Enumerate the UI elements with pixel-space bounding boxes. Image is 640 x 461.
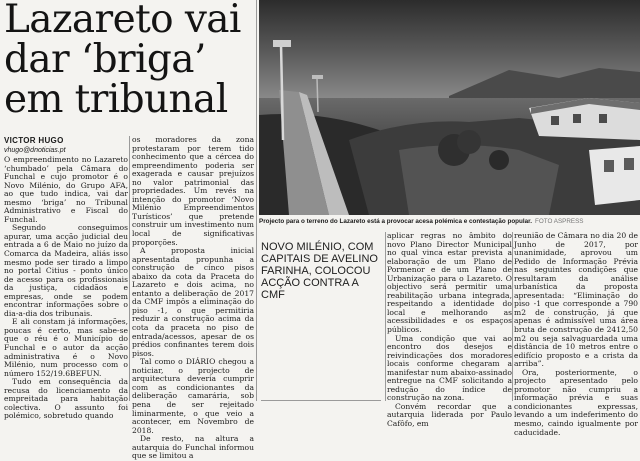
column-divider: [256, 0, 257, 401]
article-column-4: [514, 231, 638, 437]
sidebar-box: [259, 232, 383, 401]
photo-caption: [259, 216, 640, 228]
author-name: VICTOR HUGO: [4, 136, 64, 145]
article-column-2: [132, 135, 254, 461]
author-email: vhugo@dnoticias.pt: [4, 147, 66, 154]
caption-text: Projecto para o terreno do Lazareto está a provocar acesa polémica e contestação popular.: [259, 218, 532, 225]
paragraph: O empreendimento no Lazareto ‘chumbado’ pela Câmara do Funchal e cujo promotor é o Novo Milénio, do Grupo AFA, ao que tudo indica, vai dar mesmo ‘briga’ no Tribunal Administrativo e Fiscal do Funchal.: [4, 155, 128, 224]
paragraph: Ora, posteriormente, o projecto apresentado pelo promotor não cumpriu a informação prévia e suas condicionantes expressas, levando a um indeferimento do mesmo, caindo igualmente por caducidade.: [514, 367, 638, 437]
paragraph: A proposta inicial apresentada propunha a construção de cinco pisos abaixo da cota da Praceta do Lazareto e dois acima, no entanto a deliberação de 2017 da CMF impôs a eliminação do piso -1, o que permitiria reduzir a construção acima da cota da praceta no piso de entrada/acessos, apesar de os prédios confinantes terem dois pisos.: [132, 246, 254, 358]
paragraph: reunião de Câmara no dia 20 de Junho de 2017, por unanimidade, aprovou um Pedido de Informação Prévia nas seguintes condições que resultaram da análise urbanística da proposta apresentada: “Eliminação do piso -1 que corresponde a 790 m2 de construção, já que apenas é admissível uma área bruta de construção de 2412,50 m2 ou seja salvaguardada uma distância de 10 metros entre o edifício proposto e a crista da arriba”.: [514, 231, 638, 369]
column-divider: [512, 232, 513, 401]
paragraph: aplicar regras no âmbito do novo Plano Director Municipal no qual vinca estar prevista a elaboração de um Plano de Pormenor e de um Plano de Urbanização para o Lazareto. O objectivo será permitir uma reabilitação urbana integrada, respeitando a identidade do local e melhorando as acessibilidades e os espaços públicos.: [387, 231, 512, 335]
byline: [4, 136, 128, 155]
paragraph: E ali constam já informações, poucas é certo, mas sabe-se que o réu é o Município do Funchal e o autor da acção administrativa é o Novo Milénio, num processo com o número 152/19.6BEFUN.: [4, 317, 128, 378]
paragraph: Tal como o DIÁRIO chegou a noticiar, o projecto de arquitectura deveria cumprir com as condicionantes da deliberação camarária, sob pena de ser rejeitado liminarmente, o que veio a acontecer, em Novembro de 2018.: [132, 357, 254, 435]
headline: Lazareto vai dar ‘briga’ em tribunal: [4, 0, 241, 122]
lazareto-photo: [259, 0, 640, 215]
column-divider: [129, 136, 130, 401]
paragraph: De resto, na altura a autarquia do Funchal informou que se limitou a: [132, 434, 254, 461]
sidebar-rule: [261, 400, 381, 401]
sidebar-heading: NOVO MILÉNIO, COM CAPITAIS DE AVELINO FARINHA, COLOCOU ACÇÃO CONTRA A CMF: [261, 241, 378, 301]
paragraph: Convém recordar que a autarquia liderada por Paulo Cafôfo, em: [387, 401, 512, 429]
column-divider: [385, 232, 386, 401]
article-column-1: [4, 155, 128, 421]
paragraph: Uma condição que vai ao encontro dos desejos e reivindicações dos moradores locais conforme chegaram a manifestar num abaixo-assinado entregue na CMF solicitando a redução do índice de construção na zona.: [387, 333, 512, 403]
photo-credit: FOTO ASPRESS: [534, 218, 584, 225]
paragraph: Tudo em consequência da recusa do licenciamento da empreitada para habitação colectiva. O assunto foi polémico, sobretudo quando: [4, 377, 128, 421]
paragraph: os moradores da zona protestaram por terem tido conhecimento que a cércea do empreendimento poderia ser exagerada e causar prejuízos no valor patrimonial das propriedades. Um revés na intenção do promotor ‘Novo Milénio Empreendimentos Turísticos’ que pretende construir um investimento num local de significativas proporções.: [132, 135, 254, 247]
article-column-3: [387, 231, 512, 429]
paragraph: Segundo conseguimos apurar, uma acção judicial deu entrada a 6 de Maio no juízo da Comarca da Madeira, aliás isso mesmo pode ser tirado a limpo no portal Citius - ponto único de acesso para os profissionais da justiça, cidadãos e empresas, onde se podem encontrar informações sobre o dia-a-dia dos tribunais.: [4, 223, 128, 318]
